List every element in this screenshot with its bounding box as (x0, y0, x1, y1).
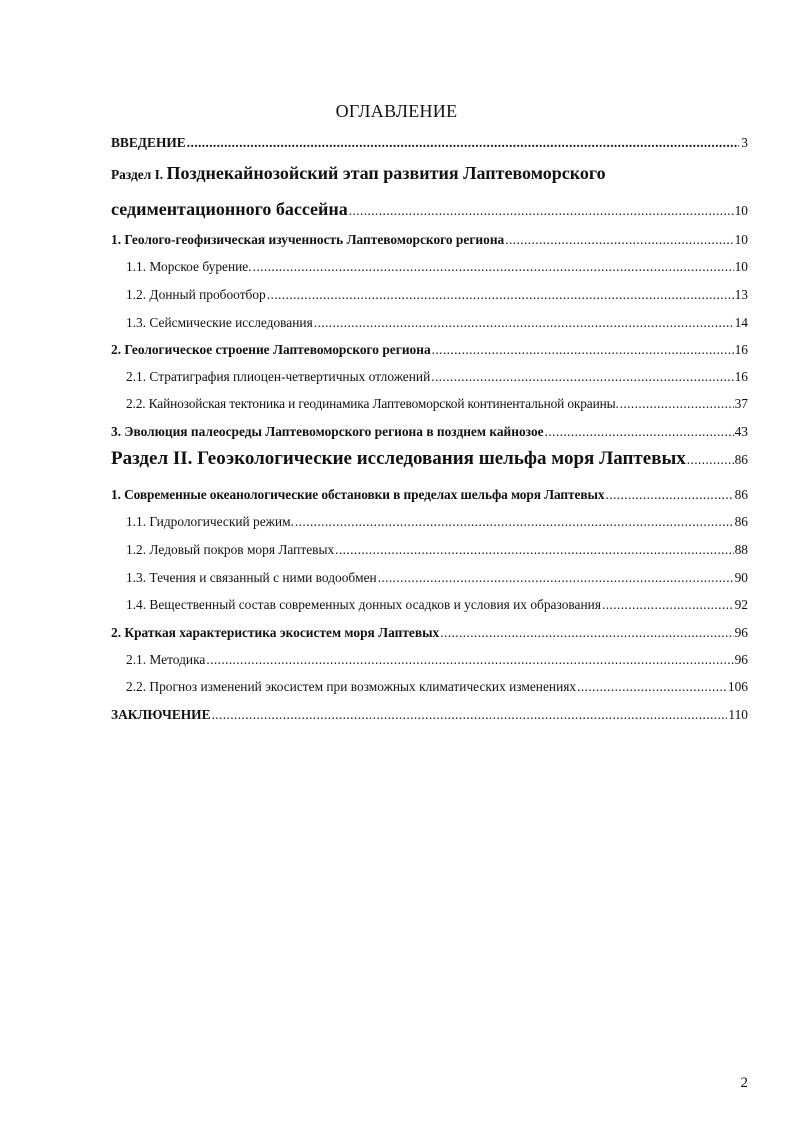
toc-entry-section[interactable] (111, 396, 748, 412)
toc-entry-section[interactable] (111, 679, 748, 695)
dot-leader (187, 135, 739, 151)
toc-entry-section[interactable] (111, 597, 748, 613)
toc-entry-text: ЗАКЛЮЧЕНИЕ (111, 707, 211, 722)
toc-entry-text: 2.1. Методика (126, 652, 206, 667)
dot-leader (267, 287, 734, 303)
toc-entry-page: 10 (734, 232, 748, 247)
toc-entry-chapter[interactable] (111, 424, 748, 440)
toc-entry-page: 10 (734, 259, 748, 274)
toc-entry-prefix: Раздел I. (111, 167, 167, 182)
toc-entry-part1-line1[interactable] (111, 162, 748, 186)
toc-entry-page: 16 (734, 342, 748, 357)
toc-entry-page: 13 (734, 287, 748, 302)
toc-entry-page: 96 (734, 625, 748, 640)
dot-leader (440, 625, 733, 641)
toc-entry-text: 1. Геолого-геофизическая изученность Лаптевоморского региона (111, 232, 505, 247)
dot-leader (431, 369, 733, 385)
toc-entry-page: 14 (734, 315, 748, 330)
toc-entry-chapter[interactable] (111, 232, 748, 248)
toc-entry-page: 106 (727, 679, 748, 694)
toc-entry-page: 16 (734, 369, 748, 384)
dot-leader (577, 679, 727, 695)
toc-entry-text: 2. Краткая характеристика экосистем моря Лаптевых (111, 625, 440, 640)
toc-entry-section[interactable] (111, 514, 748, 530)
dot-leader (206, 652, 733, 668)
dot-leader (349, 203, 734, 219)
dot-leader (295, 514, 734, 530)
toc-entry-conclusion[interactable] (111, 707, 748, 723)
toc-entry-text: Позднекайнозойский этап развития Лаптевоморского (166, 163, 606, 183)
toc-entry-page: 43 (734, 424, 748, 439)
toc-entry-page: 10 (734, 203, 748, 218)
toc-entry-text: 1.3. Течения и связанный с ними водообмен (126, 570, 377, 585)
dot-leader (314, 315, 734, 331)
dot-leader (545, 424, 734, 440)
toc-entry-section[interactable] (111, 259, 748, 275)
toc-entry-chapter[interactable] (111, 625, 748, 641)
toc-entry-page: 96 (734, 652, 748, 667)
toc-entry-section[interactable] (111, 542, 748, 558)
toc-entry-text: 3. Эволюция палеосреды Лаптевоморского региона в позднем кайнозое (111, 424, 544, 439)
toc-entry-page: 110 (728, 707, 748, 722)
toc-entry-text: 2.2. Кайнозойская тектоника и геодинамика Лаптевоморской континентальной окраины. (126, 396, 619, 411)
toc-entry-part1-line2[interactable] (111, 198, 748, 220)
toc-entry-introduction[interactable] (111, 135, 748, 151)
toc-entry-page: 86 (734, 452, 748, 467)
toc-entry-section[interactable] (111, 287, 748, 303)
toc-entry-text: 1. Современные океанологические обстановки в пределах шельфа моря Лаптевых (111, 487, 605, 502)
dot-leader (253, 259, 734, 275)
toc-entry-text: 1.3. Сейсмические исследования (126, 315, 313, 330)
toc-entry-text: 1.1. Гидрологический режим. (126, 514, 294, 529)
toc-entry-text: 2. Геологическое строение Лаптевоморского региона (111, 342, 431, 357)
toc-entry-text: ВВЕДЕНИЕ (111, 135, 186, 150)
toc-entry-section[interactable] (111, 369, 748, 385)
toc-entry-chapter[interactable] (111, 487, 748, 503)
page-title: ОГЛАВЛЕНИЕ (335, 101, 458, 121)
toc-entry-text: седиментационного бассейна (111, 199, 348, 219)
dot-leader (602, 597, 734, 613)
toc-entry-page: 88 (734, 542, 748, 557)
toc-entry-page: 90 (734, 570, 748, 585)
dot-leader (687, 452, 734, 468)
toc-entry-part2[interactable] (111, 448, 748, 469)
toc-entry-page: 86 (734, 487, 748, 502)
toc-entry-text: 2.2. Прогноз изменений экосистем при возможных климатических изменениях (126, 679, 577, 694)
toc-entry-text: 1.2. Ледовый покров моря Лаптевых (126, 542, 335, 557)
toc-entry-text: 2.1. Стратиграфия плиоцен-четвертичных отложений (126, 369, 431, 384)
toc-entry-text: Раздел II. Геоэкологические исследования шельфа моря Лаптевых (111, 448, 686, 469)
toc-entry-chapter[interactable] (111, 342, 748, 358)
toc-entry-text: 1.2. Донный пробоотбор (126, 287, 266, 302)
toc-entry-page: 92 (734, 597, 748, 612)
toc-entry-section[interactable] (111, 315, 748, 331)
dot-leader (212, 707, 728, 723)
dot-leader (378, 570, 734, 586)
dot-leader (432, 342, 734, 358)
toc-entry-section[interactable] (111, 570, 748, 586)
toc-entry-text: 1.4. Вещественный состав современных донных осадков и условия их образования (126, 597, 601, 612)
toc-entry-page: 37 (734, 396, 748, 411)
page-number: 2 (740, 1075, 748, 1091)
dot-leader (505, 232, 733, 248)
toc-entry-section[interactable] (111, 652, 748, 668)
dot-leader (605, 487, 733, 503)
toc-entry-page: 3 (741, 135, 748, 150)
toc-entry-page: 86 (734, 514, 748, 529)
dot-leader (620, 396, 734, 412)
toc-entry-text: 1.1. Морское бурение. (126, 259, 252, 274)
dot-leader (335, 542, 733, 558)
